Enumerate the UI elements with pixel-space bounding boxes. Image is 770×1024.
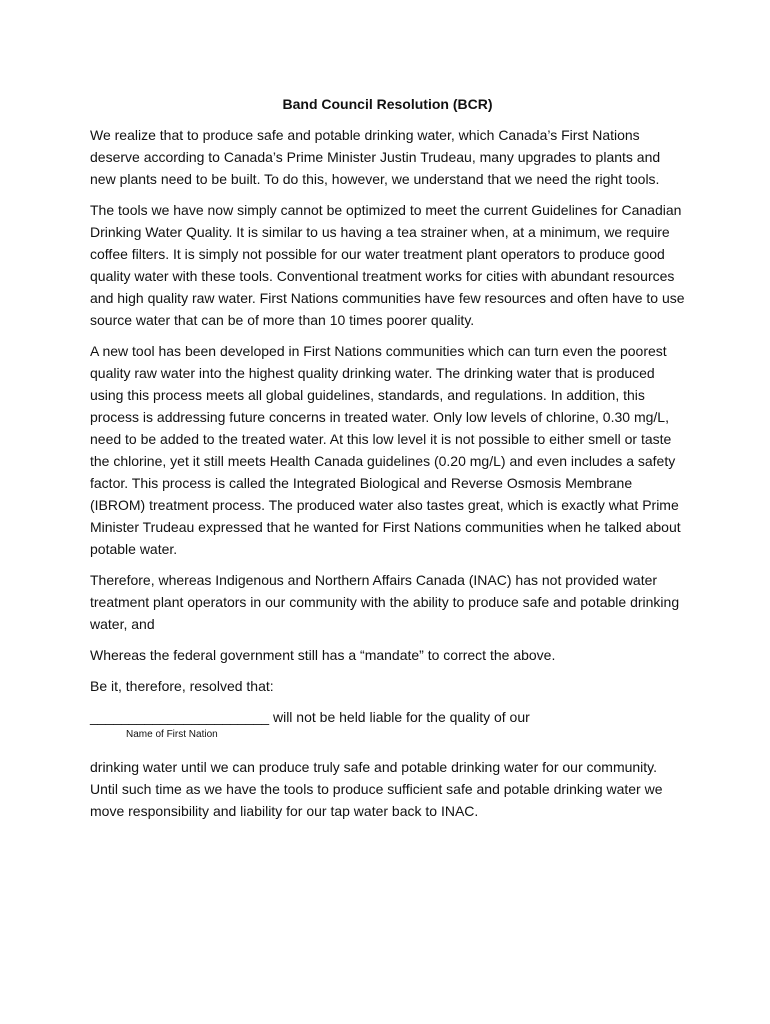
paragraph-therefore: Therefore, whereas Indigenous and Northern Affairs Canada (INAC) has not provided water treatment plant operators in our community with the ability to produce safe and potable drinking water, and (90, 572, 680, 632)
document-title: Band Council Resolution (BCR) (282, 96, 493, 112)
first-nation-blank-line: _______________________ will not be held liable for the quality of our (90, 709, 530, 725)
paragraph-intro: We realize that to produce safe and potable drinking water, which Canada’s First Nations deserve according to Canada’s Prime Minister Justin Trudeau, many upgrades to plants and new plants need to be built. To do this, however, we understand that we need the right tools. (90, 127, 661, 187)
paragraph-whereas: Whereas the federal government still has a “mandate” to correct the above. (90, 647, 556, 663)
document-page (90, 94, 685, 831)
paragraph-tools: The tools we have now simply cannot be optimized to meet the current Guidelines for Canadian Drinking Water Quality. It is similar to us having a tea strainer when, at a minimum, we require coffee filters. It is simply not possible for our water treatment plant operators to produce good quality water with these tools. Conventional treatment works for cities with abundant resources and high quality raw water. First Nations communities have few resources and often have to use source water that can be of more than 10 times poorer quality. (90, 202, 685, 328)
paragraph-new-tool: A new tool has been developed in First Nations communities which can turn even the poorest quality raw water into the highest quality drinking water. The drinking water that is produced using this process meets all global guidelines, standards, and regulations. In addition, this process is addressing future concerns in treated water. Only low levels of chlorine, 0.30 mg/L, need to be added to the treated water. At this low level it is not possible to either smell or taste the chlorine, yet it still meets Health Canada guidelines (0.20 mg/L) and even includes a safety factor. This process is called the Integrated Biological and Reverse Osmosis Membrane (IBROM) treatment process. The produced water also tastes great, which is exactly what Prime Minister Trudeau expressed that he wanted for First Nations communities when he talked about potable water. (90, 343, 681, 557)
paragraph-closing: drinking water until we can produce truly safe and potable drinking water for our community. Until such time as we have the tools to produce sufficient safe and potable drinking water we move responsibility and liability for our tap water back to INAC. (90, 759, 663, 819)
first-nation-caption: Name of First Nation (126, 729, 218, 740)
paragraph-resolved: Be it, therefore, resolved that: (90, 678, 274, 694)
